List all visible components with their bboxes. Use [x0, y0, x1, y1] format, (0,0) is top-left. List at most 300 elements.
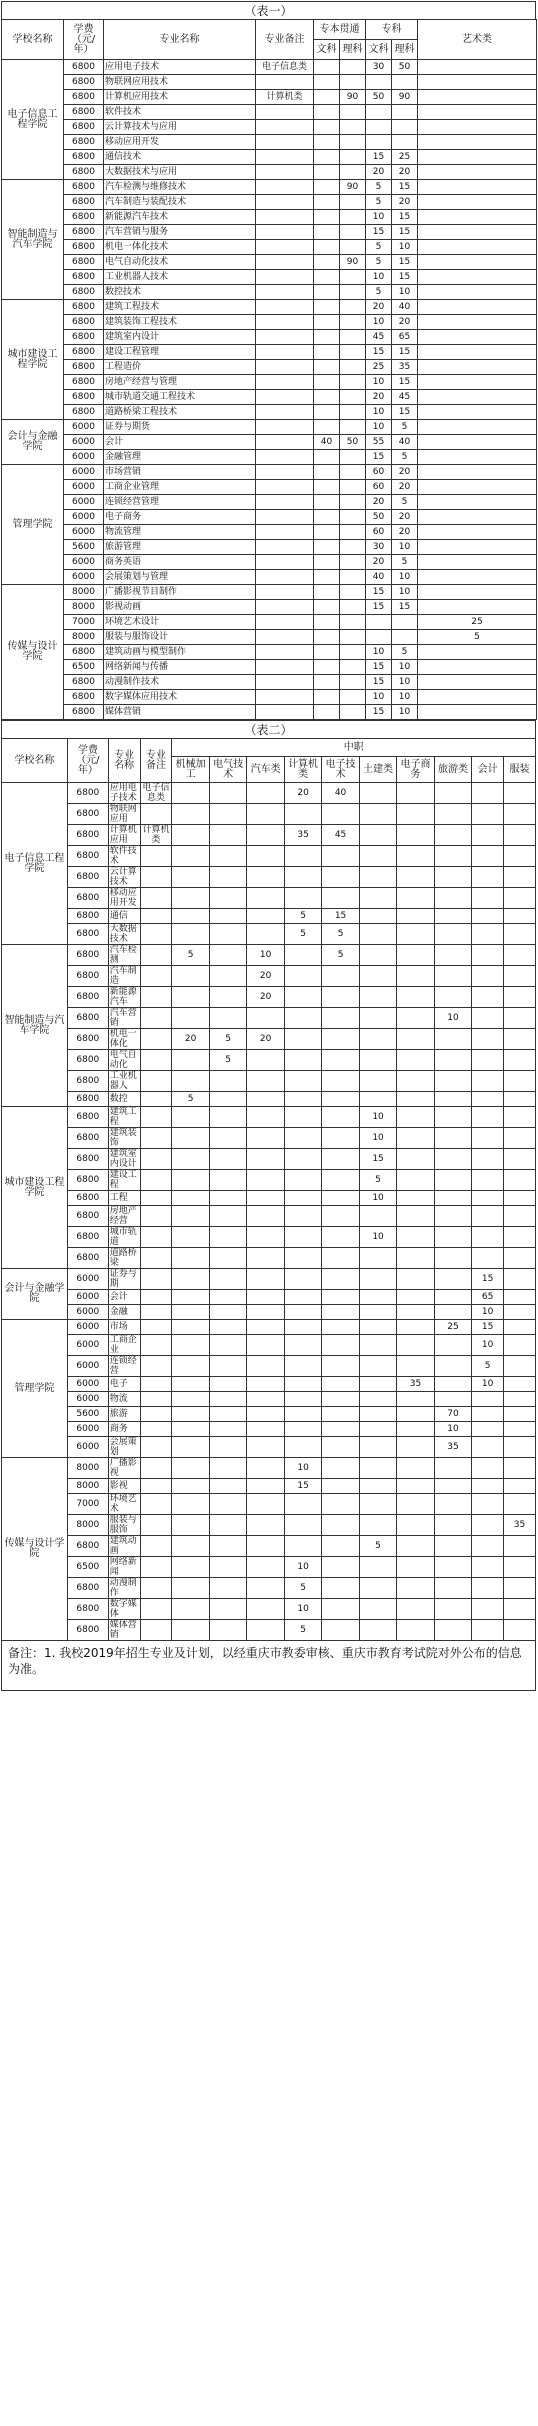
t1-value-cell: 25	[418, 615, 537, 630]
t2-remark-cell	[140, 966, 172, 987]
t2-value-cell	[322, 1515, 359, 1536]
t1-row	[2, 555, 537, 570]
t2-value-cell	[397, 924, 434, 945]
t2-value-cell	[247, 783, 284, 804]
t1-remark-cell	[256, 675, 314, 690]
t2-major-cell: 工程	[108, 1191, 140, 1206]
t1-value-cell: 10	[366, 315, 392, 330]
t2-value-cell	[172, 1305, 209, 1320]
t2-row	[2, 909, 536, 924]
t2-fee-cell: 6800	[67, 825, 108, 846]
t1-value-cell: 60	[366, 525, 392, 540]
t2-value-cell	[504, 1458, 536, 1479]
t2-value-cell	[247, 1620, 284, 1641]
t1-value-cell	[314, 405, 340, 420]
t1-value-cell	[340, 75, 366, 90]
t1-remark-cell	[256, 120, 314, 135]
t2-value-cell	[172, 804, 209, 825]
t2-value-cell: 10	[247, 945, 284, 966]
t2-value-cell	[434, 909, 471, 924]
t2-value-cell	[397, 1356, 434, 1377]
t2-value-cell	[434, 1227, 471, 1248]
t2-row	[2, 1356, 536, 1377]
t2-value-cell	[434, 1578, 471, 1599]
t2-value-cell	[247, 1392, 284, 1407]
t1-fee-cell: 6800	[64, 705, 104, 720]
t2-header-remark: 专业备注	[140, 739, 172, 783]
t2-value-cell	[322, 804, 359, 825]
t2-value-cell: 5	[472, 1356, 504, 1377]
t2-major-cell: 移动应用开发	[108, 888, 140, 909]
t1-value-cell: 20	[392, 480, 418, 495]
t2-value-cell	[359, 867, 396, 888]
t1-major-cell: 物流管理	[104, 525, 256, 540]
t2-value-cell	[172, 1494, 209, 1515]
t1-fee-cell: 6800	[64, 690, 104, 705]
t2-value-cell	[504, 1578, 536, 1599]
t2-value-cell	[172, 825, 209, 846]
t1-remark-cell	[256, 435, 314, 450]
t1-value-cell: 5	[366, 240, 392, 255]
t1-value-cell: 15	[366, 675, 392, 690]
t1-fee-cell: 6800	[64, 150, 104, 165]
t2-value-cell	[172, 1536, 209, 1557]
t2-value-cell	[472, 1515, 504, 1536]
t2-value-cell	[284, 1422, 321, 1437]
t1-remark-cell	[256, 495, 314, 510]
t2-remark-cell	[140, 1248, 172, 1269]
t1-remark-cell	[256, 330, 314, 345]
t2-value-cell	[472, 1029, 504, 1050]
t2-value-cell	[247, 1422, 284, 1437]
t1-value-cell: 10	[392, 705, 418, 720]
t1-value-cell	[314, 210, 340, 225]
t2-value-cell	[209, 867, 246, 888]
t2-major-cell: 建设工程	[108, 1170, 140, 1191]
t2-value-cell	[284, 1515, 321, 1536]
t2-value-cell	[247, 1092, 284, 1107]
t1-remark-cell	[256, 375, 314, 390]
t2-fee-cell: 6800	[67, 1620, 108, 1641]
t1-row	[2, 255, 537, 270]
t1-value-cell: 10	[392, 285, 418, 300]
t2-remark-cell	[140, 1206, 172, 1227]
t1-value-cell	[392, 75, 418, 90]
t2-value-cell: 10	[472, 1377, 504, 1392]
t1-value-cell	[418, 105, 537, 120]
t1-remark-cell	[256, 465, 314, 480]
t2-major-cell: 城市轨道	[108, 1227, 140, 1248]
t1-value-cell: 10	[392, 540, 418, 555]
t2-value-cell	[397, 1191, 434, 1206]
t1-row	[2, 90, 537, 105]
t1-value-cell	[340, 150, 366, 165]
t1-school-cell: 电子信息工程学院	[2, 60, 64, 180]
t1-value-cell	[418, 675, 537, 690]
t2-value-cell	[322, 1071, 359, 1092]
t2-value-cell	[209, 1407, 246, 1422]
t2-value-cell	[247, 1578, 284, 1599]
t1-row	[2, 675, 537, 690]
t2-value-cell	[504, 1248, 536, 1269]
t2-row	[2, 1458, 536, 1479]
t2-row	[2, 1206, 536, 1227]
t2-value-cell	[247, 1227, 284, 1248]
t2-value-cell	[209, 1437, 246, 1458]
t2-value-cell	[504, 909, 536, 924]
t1-value-cell: 5	[366, 195, 392, 210]
t2-value-cell	[397, 1149, 434, 1170]
t2-value-cell	[247, 1149, 284, 1170]
t1-value-cell: 35	[392, 360, 418, 375]
t1-value-cell	[418, 390, 537, 405]
t2-value-cell	[359, 825, 396, 846]
t1-value-cell	[340, 600, 366, 615]
t1-value-cell	[314, 90, 340, 105]
t1-value-cell	[314, 555, 340, 570]
t2-header-category: 土建类	[359, 757, 396, 783]
t1-major-cell: 机电一体化技术	[104, 240, 256, 255]
t1-row	[2, 300, 537, 315]
t2-value-cell	[504, 1437, 536, 1458]
t1-value-cell: 50	[366, 510, 392, 525]
t1-fee-cell: 6800	[64, 135, 104, 150]
t1-major-cell: 城市轨道交通工程技术	[104, 390, 256, 405]
t2-major-cell: 证券与期	[108, 1269, 140, 1290]
t2-value-cell	[397, 1479, 434, 1494]
t1-value-cell	[340, 300, 366, 315]
t1-value-cell: 15	[392, 210, 418, 225]
t1-value-cell	[418, 705, 537, 720]
t1-remark-cell	[256, 555, 314, 570]
t2-value-cell	[472, 1128, 504, 1149]
t1-row	[2, 630, 537, 645]
t2-value-cell: 10	[434, 1008, 471, 1029]
t1-fee-cell: 6800	[64, 60, 104, 75]
t2-row	[2, 867, 536, 888]
t1-fee-cell: 6800	[64, 390, 104, 405]
t2-value-cell	[172, 1356, 209, 1377]
t2-value-cell	[322, 1206, 359, 1227]
t2-row	[2, 1149, 536, 1170]
t2-row	[2, 1437, 536, 1458]
t2-value-cell	[209, 945, 246, 966]
t2-value-cell	[397, 1620, 434, 1641]
t2-value-cell	[434, 1029, 471, 1050]
t1-row	[2, 465, 537, 480]
t2-fee-cell: 6000	[67, 1269, 108, 1290]
t2-value-cell	[322, 1008, 359, 1029]
t2-fee-cell: 6800	[67, 924, 108, 945]
t2-value-cell	[359, 1356, 396, 1377]
t1-fee-cell: 6000	[64, 510, 104, 525]
t2-row	[2, 1392, 536, 1407]
t2-value-cell	[504, 987, 536, 1008]
t2-header-category: 汽车类	[247, 757, 284, 783]
t1-value-cell	[314, 180, 340, 195]
t1-major-cell: 金融管理	[104, 450, 256, 465]
t1-major-cell: 道路桥梁工程技术	[104, 405, 256, 420]
t2-fee-cell: 6800	[67, 1227, 108, 1248]
t1-remark-cell	[256, 585, 314, 600]
t2-value-cell: 5	[284, 924, 321, 945]
t2-row	[2, 888, 536, 909]
t1-value-cell	[340, 480, 366, 495]
t2-value-cell	[247, 1128, 284, 1149]
t2-row	[2, 924, 536, 945]
t2-value-cell	[472, 1092, 504, 1107]
t1-value-cell	[418, 345, 537, 360]
t1-major-cell: 工程造价	[104, 360, 256, 375]
t2-value-cell	[172, 1107, 209, 1128]
t2-value-cell	[397, 1092, 434, 1107]
t2-value-cell	[472, 909, 504, 924]
t2-fee-cell: 6800	[67, 1206, 108, 1227]
t2-value-cell	[359, 1599, 396, 1620]
t2-row	[2, 1248, 536, 1269]
t1-value-cell	[314, 570, 340, 585]
t2-major-cell: 新能源汽车	[108, 987, 140, 1008]
t1-remark-cell	[256, 165, 314, 180]
t1-value-cell: 20	[366, 165, 392, 180]
t2-value-cell	[284, 966, 321, 987]
t2-value-cell	[359, 1335, 396, 1356]
t2-remark-cell	[140, 1071, 172, 1092]
t1-major-cell: 环境艺术设计	[104, 615, 256, 630]
t1-row	[2, 435, 537, 450]
t2-value-cell	[434, 1128, 471, 1149]
t2-value-cell	[434, 1170, 471, 1191]
t2-value-cell	[359, 1515, 396, 1536]
t2-value-cell	[359, 783, 396, 804]
t2-value-cell	[504, 1008, 536, 1029]
t2-value-cell	[322, 987, 359, 1008]
t2-value-cell	[504, 1536, 536, 1557]
t1-row	[2, 270, 537, 285]
t2-value-cell: 5	[359, 1170, 396, 1191]
t2-major-cell: 金融	[108, 1305, 140, 1320]
t2-value-cell	[504, 1149, 536, 1170]
t1-value-cell	[314, 285, 340, 300]
t1-fee-cell: 8000	[64, 630, 104, 645]
t1-value-cell	[340, 195, 366, 210]
t1-value-cell: 90	[340, 255, 366, 270]
t1-remark-cell	[256, 195, 314, 210]
t2-value-cell	[322, 846, 359, 867]
t2-value-cell	[247, 1599, 284, 1620]
t2-fee-cell: 6800	[67, 987, 108, 1008]
t1-value-cell	[418, 555, 537, 570]
t2-value-cell	[322, 1269, 359, 1290]
t2-value-cell	[247, 1305, 284, 1320]
t1-remark-cell	[256, 615, 314, 630]
t1-value-cell: 10	[392, 675, 418, 690]
t2-value-cell	[359, 1578, 396, 1599]
t2-value-cell	[504, 1029, 536, 1050]
t2-value-cell	[359, 1269, 396, 1290]
t2-value-cell	[247, 867, 284, 888]
t2-major-cell: 环境艺术	[108, 1494, 140, 1515]
t2-header-category: 服装	[504, 757, 536, 783]
t2-value-cell	[322, 1029, 359, 1050]
t2-value-cell	[209, 1320, 246, 1335]
t1-remark-cell	[256, 105, 314, 120]
t2-value-cell	[359, 1320, 396, 1335]
t1-major-cell: 广播影视节目制作	[104, 585, 256, 600]
t1-value-cell: 15	[392, 255, 418, 270]
t1-value-cell	[366, 75, 392, 90]
t2-value-cell	[397, 1269, 434, 1290]
t2-remark-cell	[140, 1128, 172, 1149]
t1-value-cell: 5	[366, 255, 392, 270]
t2-fee-cell: 6500	[67, 1557, 108, 1578]
t1-row	[2, 510, 537, 525]
t1-value-cell	[418, 645, 537, 660]
t1-value-cell: 10	[366, 645, 392, 660]
t2-value-cell	[434, 1335, 471, 1356]
t1-major-cell: 汽车检测与维修技术	[104, 180, 256, 195]
t2-value-cell	[322, 888, 359, 909]
t1-remark-cell: 计算机类	[256, 90, 314, 105]
t2-value-cell	[172, 867, 209, 888]
t1-major-cell: 商务英语	[104, 555, 256, 570]
t1-value-cell	[418, 570, 537, 585]
t1-value-cell	[418, 165, 537, 180]
t1-row	[2, 660, 537, 675]
t2-value-cell	[397, 846, 434, 867]
t1-row	[2, 585, 537, 600]
t2-value-cell	[397, 783, 434, 804]
t2-value-cell	[172, 1008, 209, 1029]
t1-value-cell: 60	[366, 480, 392, 495]
t2-school-cell: 智能制造与汽车学院	[2, 945, 68, 1107]
t1-header-zhuanke: 专科	[366, 20, 418, 40]
t1-value-cell: 15	[366, 705, 392, 720]
t2-value-cell	[284, 1392, 321, 1407]
t1-major-cell: 汽车营销与服务	[104, 225, 256, 240]
t2-value-cell	[209, 1206, 246, 1227]
t2-fee-cell: 6800	[67, 1071, 108, 1092]
t1-value-cell	[340, 675, 366, 690]
t1-fee-cell: 6800	[64, 345, 104, 360]
t2-value-cell	[504, 1599, 536, 1620]
t2-value-cell	[504, 1320, 536, 1335]
t1-value-cell: 15	[392, 600, 418, 615]
t2-remark-cell	[140, 1578, 172, 1599]
t2-value-cell	[397, 1029, 434, 1050]
t2-fee-cell: 6800	[67, 1536, 108, 1557]
t1-value-cell	[340, 225, 366, 240]
t2-value-cell	[322, 1494, 359, 1515]
t2-major-cell: 媒体营销	[108, 1620, 140, 1641]
t2-value-cell	[284, 1092, 321, 1107]
t1-value-cell	[340, 615, 366, 630]
t1-major-cell: 建筑装饰工程技术	[104, 315, 256, 330]
t2-row	[2, 1320, 536, 1335]
t2-value-cell	[284, 1269, 321, 1290]
t2-value-cell	[434, 1092, 471, 1107]
t2-value-cell	[397, 1305, 434, 1320]
t1-value-cell	[314, 375, 340, 390]
t2-remark-cell	[140, 888, 172, 909]
t1-row	[2, 180, 537, 195]
t1-value-cell	[340, 120, 366, 135]
t2-value-cell	[359, 1050, 396, 1071]
t1-value-cell: 10	[366, 270, 392, 285]
t1-value-cell: 15	[392, 225, 418, 240]
t2-value-cell	[284, 1335, 321, 1356]
t2-value-cell: 5	[284, 1578, 321, 1599]
t2-row	[2, 783, 536, 804]
t2-value-cell	[472, 1437, 504, 1458]
t2-remark-cell	[140, 1620, 172, 1641]
t2-major-cell: 云计算技术	[108, 867, 140, 888]
t2-remark-cell	[140, 945, 172, 966]
t2-value-cell	[359, 909, 396, 924]
t2-value-cell	[472, 1407, 504, 1422]
t2-value-cell	[322, 1107, 359, 1128]
t1-value-cell	[314, 510, 340, 525]
t1-remark-cell	[256, 255, 314, 270]
t2-value-cell	[209, 1128, 246, 1149]
t2-value-cell	[284, 1149, 321, 1170]
t2-value-cell	[209, 1599, 246, 1620]
footnote: 备注：1. 我校2019年招生专业及计划，以经重庆市教委审核、重庆市教育考试院对外公布的信息为准。	[1, 1641, 536, 1691]
t1-value-cell: 5	[392, 645, 418, 660]
t2-value-cell	[209, 1227, 246, 1248]
t2-value-cell	[434, 1290, 471, 1305]
t2-value-cell	[472, 1107, 504, 1128]
t1-value-cell: 20	[392, 510, 418, 525]
t2-value-cell	[284, 888, 321, 909]
t2-remark-cell	[140, 987, 172, 1008]
t2-value-cell	[504, 1356, 536, 1377]
t1-value-cell	[340, 690, 366, 705]
t2-major-cell: 工商企业	[108, 1335, 140, 1356]
t2-value-cell	[359, 1029, 396, 1050]
t1-major-cell: 建筑工程技术	[104, 300, 256, 315]
t1-value-cell	[418, 60, 537, 75]
t1-value-cell	[340, 240, 366, 255]
t2-row	[2, 804, 536, 825]
t1-value-cell	[366, 105, 392, 120]
t2-value-cell	[209, 846, 246, 867]
t2-row	[2, 1620, 536, 1641]
t2-value-cell	[472, 1248, 504, 1269]
t2-value-cell	[322, 1248, 359, 1269]
t1-value-cell: 20	[366, 300, 392, 315]
t2-value-cell	[209, 1335, 246, 1356]
t2-value-cell	[397, 1290, 434, 1305]
t2-value-cell: 10	[359, 1128, 396, 1149]
t1-remark-cell	[256, 660, 314, 675]
t1-value-cell	[314, 630, 340, 645]
t2-value-cell	[434, 1494, 471, 1515]
t2-value-cell	[172, 846, 209, 867]
t2-major-cell: 数字媒体	[108, 1599, 140, 1620]
t2-value-cell	[434, 888, 471, 909]
t2-value-cell: 35	[504, 1515, 536, 1536]
t1-value-cell	[418, 180, 537, 195]
t1-value-cell	[314, 270, 340, 285]
t1-major-cell: 建设工程管理	[104, 345, 256, 360]
t1-row	[2, 210, 537, 225]
t2-row	[2, 1479, 536, 1494]
t2-body	[2, 783, 536, 1641]
t1-value-cell	[314, 600, 340, 615]
t2-value-cell	[434, 1557, 471, 1578]
t1-value-cell	[366, 615, 392, 630]
